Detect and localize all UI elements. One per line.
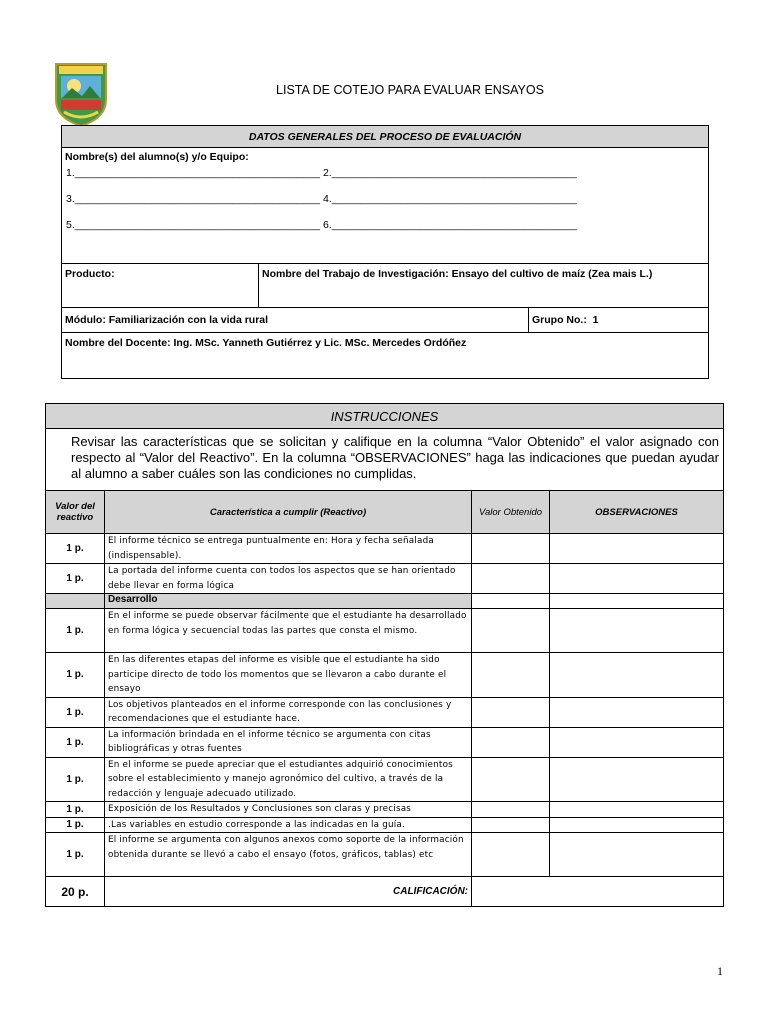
row-points: 1 p. — [46, 653, 105, 698]
row-points: 1 p. — [46, 802, 105, 818]
table-row — [46, 534, 724, 564]
student-line-1[interactable]: 1.__________________________________________ — [66, 166, 321, 179]
product-label: Producto: — [62, 263, 259, 307]
observations-cell[interactable] — [550, 727, 724, 757]
obtained-cell[interactable] — [472, 757, 550, 802]
table-row — [46, 697, 724, 727]
table-row — [46, 817, 724, 833]
obtained-cell[interactable] — [472, 534, 550, 564]
observations-cell[interactable] — [550, 817, 724, 833]
row-criterion: En las diferentes etapas del informe es visible que el estudiante ha sido participe directo de todo los momentos que se llevaron a cabo durante el ensayo — [105, 653, 472, 698]
student-line-row — [66, 219, 705, 245]
group-value: 1 — [592, 313, 599, 326]
obtained-cell[interactable] — [472, 833, 550, 877]
document-title: LISTA DE COTEJO PARA EVALUAR ENSAYOS — [276, 83, 544, 97]
work-name: Nombre del Trabajo de Investigación: Ensayo del cultivo de maíz (Zea mais L.) — [259, 263, 709, 307]
row-criterion: En el informe se puede observar fácilmente que el estudiante ha desarrollado en forma lógica y secuencial todas las partes que consta el mismo. — [105, 609, 472, 653]
row-points: 1 p. — [46, 609, 105, 653]
col-header-obtained: Valor Obtenido — [472, 491, 550, 534]
row-criterion: El informe técnico se entrega puntualmente en: Hora y fecha señalada (indispensable). — [105, 534, 472, 564]
teacher-name: Nombre del Docente: Ing. MSc. Yanneth Gutiérrez y Lic. MSc. Mercedes Ordóñez — [62, 332, 709, 378]
table-row — [46, 727, 724, 757]
observations-cell[interactable] — [550, 757, 724, 802]
row-points: 1 p. — [46, 697, 105, 727]
general-data-table — [61, 125, 709, 379]
student-name-lines — [62, 167, 709, 264]
group-label: Grupo No.: — [532, 313, 587, 326]
obtained-cell[interactable] — [472, 653, 550, 698]
observations-cell[interactable] — [550, 609, 724, 653]
row-criterion: Exposición de los Resultados y Conclusiones son claras y precisas — [105, 802, 472, 818]
total-row — [46, 877, 724, 907]
module-name: Módulo: Familiarización con la vida rural — [62, 307, 529, 332]
total-points: 20 p. — [46, 877, 105, 907]
obtained-cell — [472, 594, 550, 609]
student-line-6[interactable]: 6.__________________________________________ — [322, 218, 577, 231]
obtained-cell[interactable] — [472, 697, 550, 727]
obtained-cell[interactable] — [472, 564, 550, 594]
observations-cell[interactable] — [550, 653, 724, 698]
student-line-row — [66, 193, 705, 219]
institution-seal-logo — [52, 62, 110, 128]
row-points: 1 p. — [46, 727, 105, 757]
score-cell[interactable] — [472, 877, 724, 907]
row-points: 1 p. — [46, 757, 105, 802]
instructions-title: INSTRUCCIONES — [46, 404, 724, 429]
page-number: 1 — [717, 964, 723, 978]
general-data-header: DATOS GENERALES DEL PROCESO DE EVALUACIÓN — [62, 126, 709, 148]
col-header-observations: OBSERVACIONES — [550, 491, 724, 534]
table-row — [46, 802, 724, 818]
row-criterion: El informe se argumenta con algunos anexos como soporte de la información obtenida durante se llevó a cabo el ensayo (fotos, gráficos, tablas) etc — [105, 833, 472, 877]
row-criterion: La información brindada en el informe técnico se argumenta con citas bibliográficas y otras fuentes — [105, 727, 472, 757]
evaluation-table — [45, 403, 724, 907]
student-line-3[interactable]: 3.__________________________________________ — [66, 192, 321, 205]
student-line-5[interactable]: 5.__________________________________________ — [66, 218, 321, 231]
row-criterion: En el informe se puede apreciar que el estudiantes adquirió conocimientos sobre el establecimiento y manejo agronómico del cultivo, a través de la redacción y lenguaje adecuado utilizado. — [105, 757, 472, 802]
obtained-cell[interactable] — [472, 727, 550, 757]
score-label: CALIFICACIÓN: — [105, 877, 472, 907]
row-criterion: La portada del informe cuenta con todos los aspectos que se han orientado debe llevar en forma lógica — [105, 564, 472, 594]
section-row — [46, 594, 724, 609]
table-row — [46, 653, 724, 698]
obtained-cell[interactable] — [472, 802, 550, 818]
student-line-4[interactable]: 4.__________________________________________ — [322, 192, 577, 205]
row-criterion: Los objetivos planteados en el informe corresponde con las conclusiones y recomendaciones que el estudiante hace. — [105, 697, 472, 727]
table-row — [46, 757, 724, 802]
table-row — [46, 833, 724, 877]
col-header-value: Valor del reactivo — [46, 491, 105, 534]
observations-cell — [550, 594, 724, 609]
section-label-desarrollo: Desarrollo — [105, 594, 472, 609]
student-line-2[interactable]: 2.__________________________________________ — [322, 166, 577, 179]
section-points — [46, 594, 105, 609]
observations-cell[interactable] — [550, 534, 724, 564]
table-row — [46, 609, 724, 653]
observations-cell[interactable] — [550, 802, 724, 818]
obtained-cell[interactable] — [472, 817, 550, 833]
row-criterion: .Las variables en estudio corresponde a las indicadas en la guía. — [105, 817, 472, 833]
observations-cell[interactable] — [550, 564, 724, 594]
obtained-cell[interactable] — [472, 609, 550, 653]
table-row — [46, 564, 724, 594]
row-points: 1 p. — [46, 817, 105, 833]
observations-cell[interactable] — [550, 833, 724, 877]
group-number — [529, 307, 709, 332]
row-points: 1 p. — [46, 564, 105, 594]
table-header-row — [46, 491, 724, 534]
col-header-criterion: Característica a cumplir (Reactivo) — [105, 491, 472, 534]
row-points: 1 p. — [46, 833, 105, 877]
row-points: 1 p. — [46, 534, 105, 564]
instructions-text: Revisar las características que se solicitan y califique en la columna “Valor Obtenido” el valor asignado con respecto al “Valor del Reactivo”. En la columna “OBSERVACIONES” haga las indicaciones que puedan ayudar al alumno a saber cuáles son las condiciones no cumplidas. — [46, 429, 724, 491]
observations-cell[interactable] — [550, 697, 724, 727]
student-line-row — [66, 167, 705, 193]
students-label: Nombre(s) del alumno(s) y/o Equipo: — [62, 148, 709, 167]
